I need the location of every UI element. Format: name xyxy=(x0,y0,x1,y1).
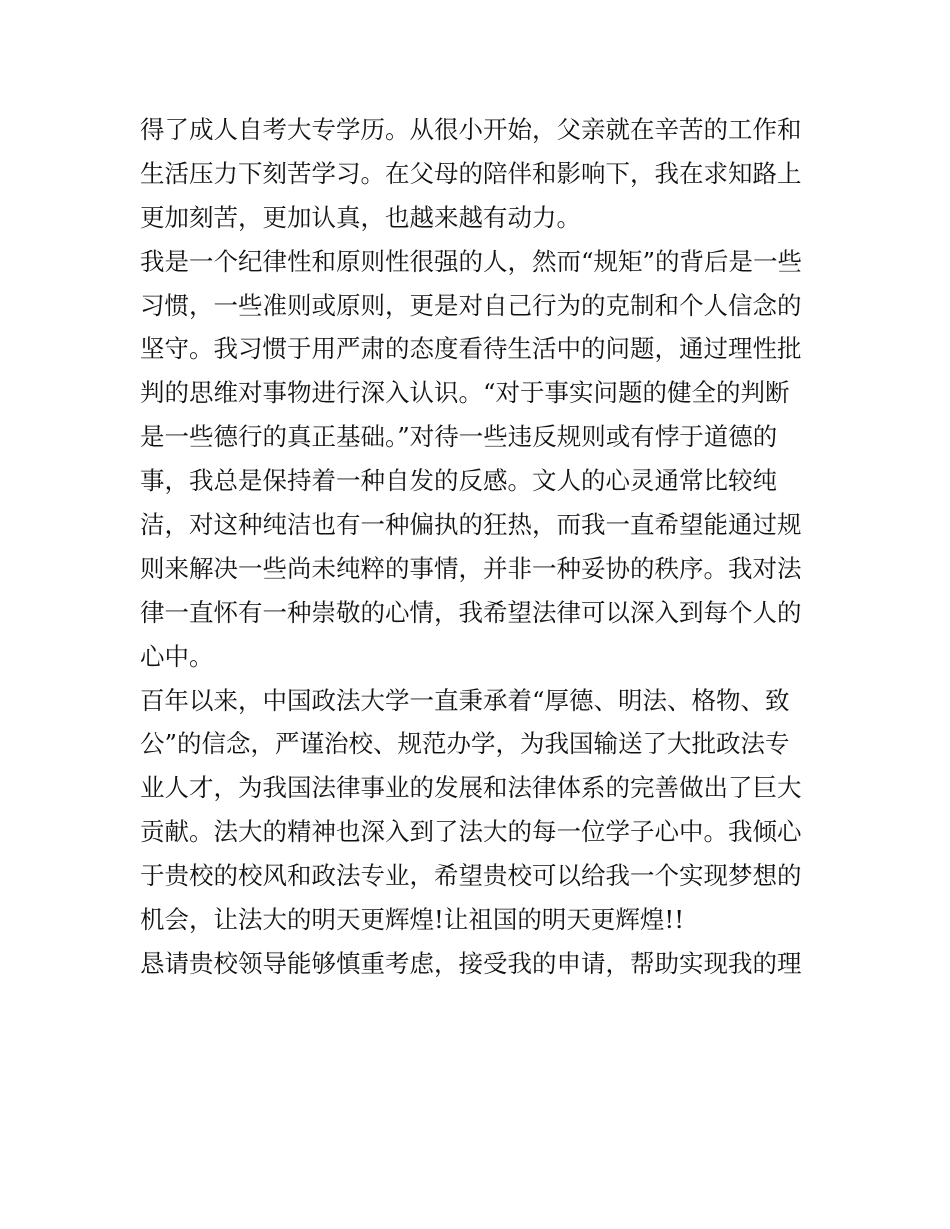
text-line: 得了成人自考大专学历。从很小开始，父亲就在辛苦的工作和 xyxy=(140,115,802,144)
text-line: 我是一个纪律性和原则性很强的人，然而“规矩”的背后是一些 xyxy=(140,246,803,276)
text-line: 判的思维对事物进行深入认识。“对于事实问题的健全的判断 xyxy=(140,378,790,408)
text-line: 于贵校的校风和政法专业，希望贵校可以给我一个实现梦想的 xyxy=(140,861,802,891)
text-line: 洁，对这种纯洁也有一种偏执的狂热，而我一直希望能通过规 xyxy=(140,510,802,540)
text-line: 公”的信念，严谨治校、规范办学，为我国输送了大批政法专 xyxy=(140,729,790,759)
text-line: 律一直怀有一种崇敬的心情，我希望法律可以深入到每个人的 xyxy=(140,597,802,627)
text-line: 机会，让法大的明天更辉煌!让祖国的明天更辉煌!! xyxy=(140,905,685,935)
letter-body xyxy=(140,108,815,986)
text-line: 贡献。法大的精神也深入到了法大的每一位学子心中。我倾心 xyxy=(140,817,802,847)
text-line: 生活压力下刻苦学习。在父母的陪伴和影响下，我在求知路上 xyxy=(140,158,802,188)
text-line: 百年以来，中国政法大学一直秉承着“厚德、明法、格物、致 xyxy=(140,685,790,715)
text-line: 心中。 xyxy=(140,641,214,671)
text-line: 习惯，一些准则或原则，更是对自己行为的克制和个人信念的 xyxy=(140,290,802,320)
text-line: 是一些德行的真正基础。”对待一些违反规则或有悖于道德的 xyxy=(140,422,778,452)
text-line: 则来解决一些尚未纯粹的事情，并非一种妥协的秩序。我对法 xyxy=(140,553,802,583)
text-line: 坚守。我习惯于用严肃的态度看待生活中的问题，通过理性批 xyxy=(140,334,802,364)
text-line: 更加刻苦，更加认真，也越来越有动力。 xyxy=(140,202,581,232)
text-line: 业人才，为我国法律事业的发展和法律体系的完善做出了巨大 xyxy=(140,773,802,803)
text-line: 恳请贵校领导能够慎重考虑，接受我的申请，帮助实现我的理 xyxy=(140,948,802,978)
text-line: 事，我总是保持着一种自发的反感。文人的心灵通常比较纯 xyxy=(140,466,777,496)
